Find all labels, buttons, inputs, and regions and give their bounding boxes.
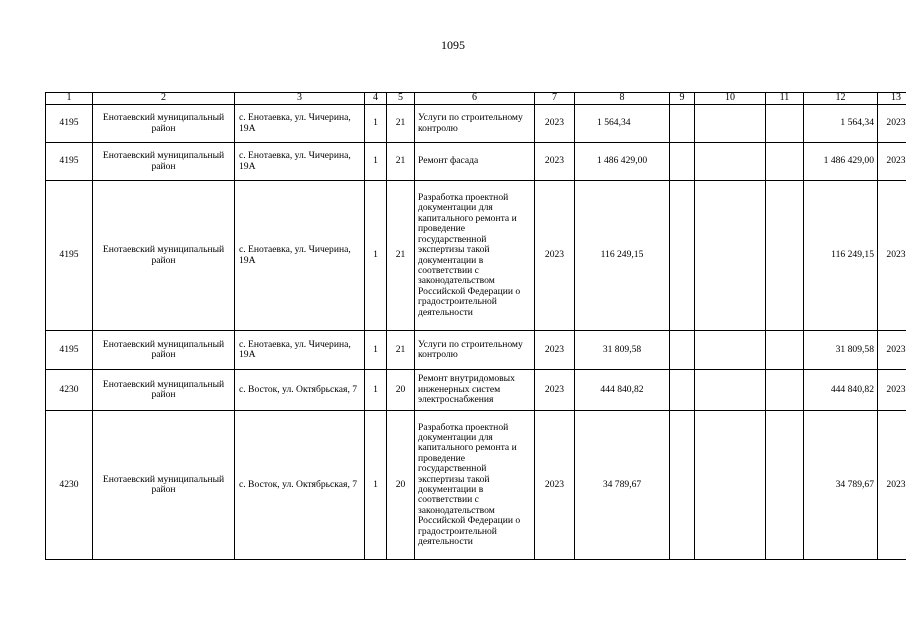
col9-cell: [670, 181, 695, 331]
col5-cell: 21: [387, 105, 415, 143]
col11-cell: [766, 411, 804, 560]
column-header: 13: [878, 93, 906, 105]
total-cell: 116 249,15: [804, 181, 878, 331]
table-row: [46, 105, 906, 143]
col9-cell: [670, 105, 695, 143]
object-id: 4230: [46, 411, 93, 560]
year-cell: 2023: [535, 331, 575, 370]
column-header: 6: [415, 93, 535, 105]
address-cell: с. Восток, ул. Октябрьская, 7: [235, 370, 365, 411]
column-header: 1: [46, 93, 93, 105]
district-cell: Енотаевский муниципальный район: [93, 411, 235, 560]
year-cell: 2023: [535, 105, 575, 143]
col11-cell: [766, 105, 804, 143]
table-row: [46, 331, 906, 370]
col11-cell: [766, 143, 804, 181]
work-type-cell: Услуги по строительному контролю: [415, 105, 535, 143]
column-header: 9: [670, 93, 695, 105]
col4-cell: 1: [365, 143, 387, 181]
total-cell: 1 564,34: [804, 105, 878, 143]
year-end-cell: 2023: [878, 143, 906, 181]
district-cell: Енотаевский муниципальный район: [93, 370, 235, 411]
works-table: [45, 92, 906, 560]
year-cell: 2023: [535, 411, 575, 560]
column-number-row: [46, 93, 906, 105]
object-id: 4195: [46, 143, 93, 181]
year-cell: 2023: [535, 143, 575, 181]
col11-cell: [766, 370, 804, 411]
sum-cell: 444 840,82: [575, 370, 670, 411]
table-row: [46, 411, 906, 560]
table-row: [46, 181, 906, 331]
col10-cell: [695, 181, 766, 331]
col9-cell: [670, 331, 695, 370]
col10-cell: [695, 370, 766, 411]
total-cell: 444 840,82: [804, 370, 878, 411]
col10-cell: [695, 411, 766, 560]
column-header: 3: [235, 93, 365, 105]
col5-cell: 20: [387, 411, 415, 560]
sum-cell: 31 809,58: [575, 331, 670, 370]
column-header: 4: [365, 93, 387, 105]
col10-cell: [695, 143, 766, 181]
sum-cell: 1 486 429,00: [575, 143, 670, 181]
object-id: 4195: [46, 105, 93, 143]
col10-cell: [695, 331, 766, 370]
col4-cell: 1: [365, 105, 387, 143]
object-id: 4195: [46, 331, 93, 370]
object-id: 4195: [46, 181, 93, 331]
district-cell: Енотаевский муниципальный район: [93, 181, 235, 331]
total-cell: 34 789,67: [804, 411, 878, 560]
district-cell: Енотаевский муниципальный район: [93, 331, 235, 370]
object-id: 4230: [46, 370, 93, 411]
col11-cell: [766, 181, 804, 331]
address-cell: с. Енотаевка, ул. Чичерина, 19А: [235, 143, 365, 181]
col4-cell: 1: [365, 331, 387, 370]
address-cell: с. Енотаевка, ул. Чичерина, 19А: [235, 181, 365, 331]
sum-cell: 1 564,34: [575, 105, 670, 143]
year-end-cell: 2023: [878, 105, 906, 143]
district-cell: Енотаевский муниципальный район: [93, 105, 235, 143]
column-header: 8: [575, 93, 670, 105]
work-type-cell: Разработка проектной документации для капитального ремонта и проведение государственной экспертизы такой документации в соответствии с законодательством Российской Федерации о градостроительной деятельности: [415, 411, 535, 560]
col5-cell: 21: [387, 143, 415, 181]
col4-cell: 1: [365, 181, 387, 331]
address-cell: с. Восток, ул. Октябрьская, 7: [235, 411, 365, 560]
col4-cell: 1: [365, 370, 387, 411]
sum-cell: 116 249,15: [575, 181, 670, 331]
column-header: 12: [804, 93, 878, 105]
column-header: 2: [93, 93, 235, 105]
column-header: 10: [695, 93, 766, 105]
col5-cell: 20: [387, 370, 415, 411]
total-cell: 31 809,58: [804, 331, 878, 370]
address-cell: с. Енотаевка, ул. Чичерина, 19А: [235, 331, 365, 370]
year-end-cell: 2023: [878, 411, 906, 560]
column-header: 5: [387, 93, 415, 105]
page-number: 1095: [441, 38, 465, 52]
column-header: 7: [535, 93, 575, 105]
year-end-cell: 2023: [878, 181, 906, 331]
work-type-cell: Ремонт внутридомовых инженерных систем электроснабжения: [415, 370, 535, 411]
col4-cell: 1: [365, 411, 387, 560]
year-cell: 2023: [535, 181, 575, 331]
table-row: [46, 143, 906, 181]
col9-cell: [670, 143, 695, 181]
district-cell: Енотаевский муниципальный район: [93, 143, 235, 181]
year-cell: 2023: [535, 370, 575, 411]
work-type-cell: Услуги по строительному контролю: [415, 331, 535, 370]
address-cell: с. Енотаевка, ул. Чичерина, 19А: [235, 105, 365, 143]
table-row: [46, 370, 906, 411]
work-type-cell: Ремонт фасада: [415, 143, 535, 181]
work-type-cell: Разработка проектной документации для капитального ремонта и проведение государственной экспертизы такой документации в соответствии с законодательством Российской Федерации о градостроительной деятельности: [415, 181, 535, 331]
total-cell: 1 486 429,00: [804, 143, 878, 181]
year-end-cell: 2023: [878, 331, 906, 370]
col9-cell: [670, 411, 695, 560]
col10-cell: [695, 105, 766, 143]
year-end-cell: 2023: [878, 370, 906, 411]
sum-cell: 34 789,67: [575, 411, 670, 560]
col9-cell: [670, 370, 695, 411]
column-header: 11: [766, 93, 804, 105]
col5-cell: 21: [387, 331, 415, 370]
col11-cell: [766, 331, 804, 370]
col5-cell: 21: [387, 181, 415, 331]
